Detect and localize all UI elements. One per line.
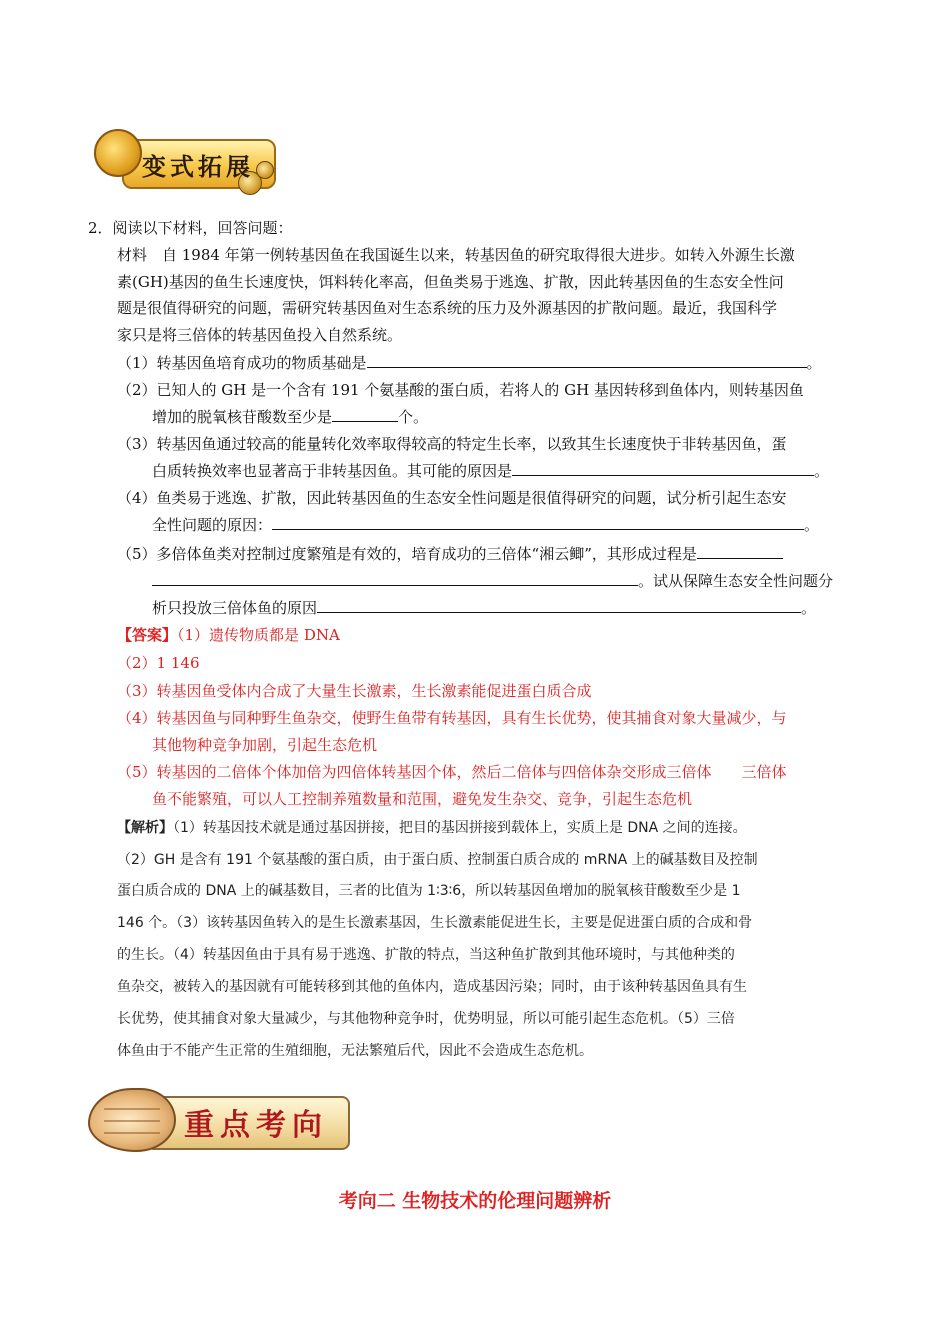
coin-ornament-icon <box>256 161 274 179</box>
material-line: 材料 自 1984 年第一例转基因鱼在我国诞生以来，转基因鱼的研究取得很大进步。如转入外源生长激 <box>117 246 795 264</box>
answer-line-1 <box>117 625 340 645</box>
analysis-line: 蛋白质合成的 DNA 上的碱基数目，三者的比值为 1∶3∶6，所以转基因鱼增加的脱氧核苷酸数至少是 1 <box>117 883 741 899</box>
section-title: 考向二 生物技术的伦理问题辨析 <box>338 1190 612 1212</box>
variant-extension-banner <box>88 125 280 197</box>
q2-answer-blank[interactable] <box>332 406 398 422</box>
material-line: 素(GH)基因的鱼生长速度快，饵料转化率高，但鱼类易于逃逸、扩散，因此转基因鱼的生态安全性问 <box>117 273 784 291</box>
q3-text: 白质转换效率也显著高于非转基因鱼。其可能的原因是 <box>152 462 513 480</box>
answer-label: 【答案】 <box>117 626 178 644</box>
answer-3: （3）转基因鱼受体内合成了大量生长激素，生长激素能促进蛋白质合成 <box>117 682 592 700</box>
sub-question-5 <box>117 543 783 564</box>
shell-stripe <box>104 1132 160 1134</box>
q5-text-3: 析只投放三倍体鱼的原因 <box>152 599 318 617</box>
answer-4-cont: 其他物种竞争加剧，引起生态危机 <box>152 736 378 754</box>
answer-5-cont: 鱼不能繁殖，可以人工控制养殖数量和范围，避免发生杂交、竞争，引起生态危机 <box>152 790 693 808</box>
material-line: 题是很值得研究的问题，需研究转基因鱼对生态系统的压力及外源基因的扩散问题。最近，我国科学 <box>117 299 778 317</box>
q5-answer-blank-2[interactable] <box>152 570 638 586</box>
sub-question-5-cont <box>152 570 833 591</box>
analysis-label: 【解析】 <box>117 820 173 836</box>
sub-question-1 <box>117 352 822 373</box>
q1-text: （1）转基因鱼培育成功的物质基础是 <box>117 354 367 372</box>
q4-text: 全性问题的原因： <box>152 516 273 534</box>
key-direction-banner <box>88 1086 353 1156</box>
q1-answer-blank[interactable] <box>367 352 807 368</box>
shell-icon <box>88 1088 176 1152</box>
q3-answer-blank[interactable] <box>512 460 814 476</box>
flower-ornament-icon <box>94 129 142 177</box>
analysis-line: 鱼杂交，被转入的基因就有可能转移到其他的鱼体内，造成基因污染；同时，由于该种转基因鱼具有生 <box>117 979 747 995</box>
analysis-line: 146 个。（3）该转基因鱼转入的是生长激素基因，生长激素能促进生长，主要是促进蛋白质的合成和骨 <box>117 915 753 931</box>
period: 。 <box>814 462 830 480</box>
answer-2: （2）1 146 <box>117 654 200 672</box>
shell-stripe <box>104 1120 160 1122</box>
sub-question-2: （2）已知人的 GH 是一个含有 191 个氨基酸的蛋白质，若将人的 GH 基因转移到鱼体内，则转基因鱼 <box>117 381 804 399</box>
analysis-text: （1）转基因技术就是通过基因拼接，把目的基因拼接到载体上，实质上是 DNA 之间的连接。 <box>173 820 747 836</box>
material-line: 家只是将三倍体的转基因鱼投入自然系统。 <box>117 326 403 344</box>
shell-stripe <box>104 1108 160 1110</box>
period: 。 <box>804 516 820 534</box>
key-direction-title: 重点考向 <box>184 1108 328 1143</box>
variant-extension-title: 变式拓展 <box>142 152 254 181</box>
sub-question-2-cont <box>152 406 428 427</box>
q2-text: 增加的脱氧核苷酸数至少是 <box>152 408 333 426</box>
answer-4: （4）转基因鱼与同种野生鱼杂交，使野生鱼带有转基因，具有生长优势，使其捕食对象大量减少，与 <box>117 709 787 727</box>
answer-5: （5）转基因的二倍体个体加倍为四倍体转基因个体，然后二倍体与四倍体杂交形成三倍体 三倍体 <box>117 763 787 781</box>
q5-text-2: 。试从保障生态安全性问题分 <box>638 572 834 590</box>
q5-answer-blank-3[interactable] <box>317 597 801 613</box>
q2-unit: 个。 <box>398 408 429 426</box>
sub-question-3-cont <box>152 460 829 481</box>
answer-1: （1）遗传物质都是 DNA <box>177 626 340 644</box>
q5-text: （5）多倍体鱼类对控制过度繁殖是有效的，培育成功的三倍体“湘云鲫”，其形成过程是 <box>117 545 697 563</box>
period: 。 <box>801 599 817 617</box>
sub-question-4: （4）鱼类易于逃逸、扩散，因此转基因鱼的生态安全性问题是很值得研究的问题，试分析引起生态安 <box>117 489 787 507</box>
analysis-line <box>117 818 747 838</box>
q4-answer-blank[interactable] <box>272 514 804 530</box>
question-stem: 2．阅读以下材料，回答问题： <box>88 219 293 237</box>
analysis-line: 体鱼由于不能产生正常的生殖细胞，无法繁殖后代，因此不会造成生态危机。 <box>117 1043 593 1059</box>
sub-question-3: （3）转基因鱼通过较高的能量转化效率取得较高的特定生长率，以致其生长速度快于非转基因鱼，蛋 <box>117 435 787 453</box>
analysis-line: （2）GH 是含有 191 个氨基酸的蛋白质，由于蛋白质、控制蛋白质合成的 mRNA 上的碱基数目及控制 <box>117 852 758 868</box>
sub-question-5-cont-2 <box>152 597 816 618</box>
analysis-line: 长优势，使其捕食对象大量减少，与其他物种竞争时，优势明显，所以可能引起生态危机。（5）三倍 <box>117 1011 735 1027</box>
analysis-line: 的生长。（4）转基因鱼由于具有易于逃逸、扩散的特点，当这种鱼扩散到其他环境时，与其他种类的 <box>117 947 735 963</box>
q5-answer-blank-1[interactable] <box>697 543 783 559</box>
sub-question-4-cont <box>152 514 819 535</box>
period: 。 <box>806 354 822 372</box>
